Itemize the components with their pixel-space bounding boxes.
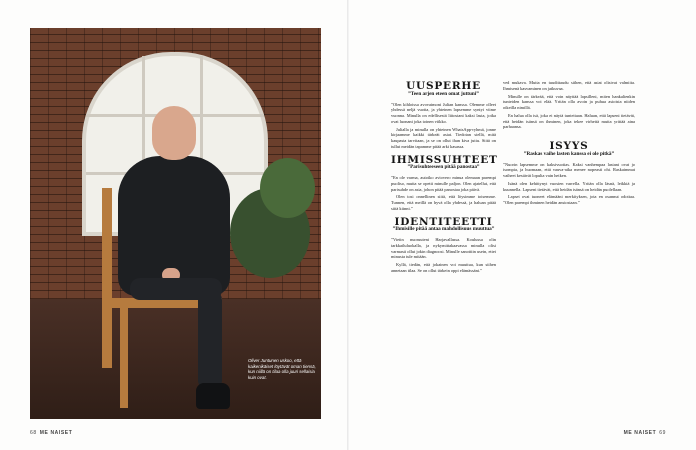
body-paragraph: Kyllä, tiedän, että jokainen voi muuttua, kun siihen annetaan tilaa. Se on ollut tärkein oppi elämässäni.” [391, 262, 496, 273]
person-head [152, 106, 196, 160]
person-boot [196, 383, 230, 409]
body-paragraph: Minulle on tärkeää, että voin näyttää lapsilleni, miten hankalienkin tunteiden kanssa voi elää. Yritän olla avoin ja puhua asioista niiden oikeilla nimillä. [503, 93, 635, 110]
section-subtitle: ”Parisuhteeseen pitää panostaa” [407, 164, 480, 171]
body-paragraph: ”En ole varma, autoiko aviovero minua olemaan parempi puoliso, mutta se opetti minulle paljon. Olen ajatellut, että parisuhde on asia, johon pitää panostaa joka päivä. [391, 175, 496, 192]
body-paragraph: En halua olla isä, joka ei näytä tunteitaan. Haluan, että lapseni tietävät, että heidän isänsä on ihminen, joka tekee virheitä mutta yrittää aina parhaansa. [503, 112, 635, 130]
section-subtitle: ”Ihmisille pitää antaa mahdollisuus muuttua” [392, 226, 495, 233]
page-number-left: 68 [30, 430, 37, 436]
section-title: ISYYS [549, 140, 589, 152]
page-number-right: 69 [659, 430, 666, 436]
body-paragraph: ved mukava. Mutta en tuudittaudu siihen, että asiat olisivat valmiita. Ihmisenä kasvaminen on jatkuvaa. [503, 80, 635, 91]
body-paragraph: Isänä olen kehittynyt vuosien varrella. Yritän olla läsnä, leikkiä ja kuunnella. Lapseni tietävät, että heidän isänsä on heidän puolellaan. [503, 180, 635, 192]
body-paragraph: ”Nuorin lapsemme on kaksivuotias. Kaksi vanhempaa lastani ovat jo isompia, ja huomaan, että vauva-aika menee nopeasti ohi. Raskaimmat vaiheet kestävät lopulta vain hetken. [503, 161, 635, 178]
magazine-name: ME NAISET [623, 430, 657, 436]
plant [260, 158, 315, 218]
page-fold [347, 0, 349, 450]
text-column-left [391, 80, 496, 276]
body-paragraph: ”Vietin nuoruuteni Harjavallassa. Koulussa olin tarkkailuluokalla, ja nykymittakaavassa minulla olisi varmasti ollut jokin diagnoosi. Minulle sanottiin usein, ettei minusta tule mitään. [391, 237, 496, 260]
portrait-photo [30, 28, 321, 419]
chair-back [102, 188, 112, 368]
person-leg [198, 290, 222, 390]
section-subtitle: ”Raskas vaihe lasten kanssa ei ole pitkä” [523, 150, 615, 157]
section-title: IHMISSUHTEET [391, 153, 498, 166]
body-paragraph: ”Olen kihloissa avovaimoni Julian kanssa. Olemme olleet yhdessä neljä vuotta, ja yhteinen lapsemme syntyi viime vuonna. Minulla on edellisestä liitostani kaksi lasta, jotka ovat luonani joka toinen viikko. [391, 101, 496, 124]
body-paragraph: Olen tosi onnellinen siitä, että löysimme toisemme. Tunnen, että meillä on hyvä olla yhdessä, ja haluan pitää siitä kiinni.” [391, 194, 496, 211]
section-title: UUSPERHE [406, 80, 481, 92]
body-paragraph: Lapset ovat tuoneet elämääni merkityksen, jota en osannut odottaa. ”Olen parempi ihminen heidän ansiostaan.” [503, 194, 635, 205]
text-column-right [503, 80, 635, 208]
photo-caption: Oliver Juntunen uskoo, että kaikenikäiset löytävät oman tiensä, kun niillä on tilaa olla juuri sellaisia kuin ovat. [248, 358, 316, 380]
body-paragraph: Julialla ja minulla on yhteinen WhatsApp-ryhmä, jonne kirjaamme kaikki tärkeät asiat. Tiedotan siellä, mitä kaupasta tarvitaan, ja se on ollut ihan kiva juttu. Siitä on tullut meidän tapamme pitää arki kasassa. [391, 126, 496, 149]
magazine-name: ME NAISET [39, 430, 73, 436]
folio-right [621, 430, 666, 436]
folio-left [30, 430, 75, 436]
chair-leg [120, 308, 128, 408]
section-title: IDENTITEETTI [394, 215, 493, 228]
section-subtitle: ”Teen arjen eteen omat juttuni” [408, 90, 479, 97]
